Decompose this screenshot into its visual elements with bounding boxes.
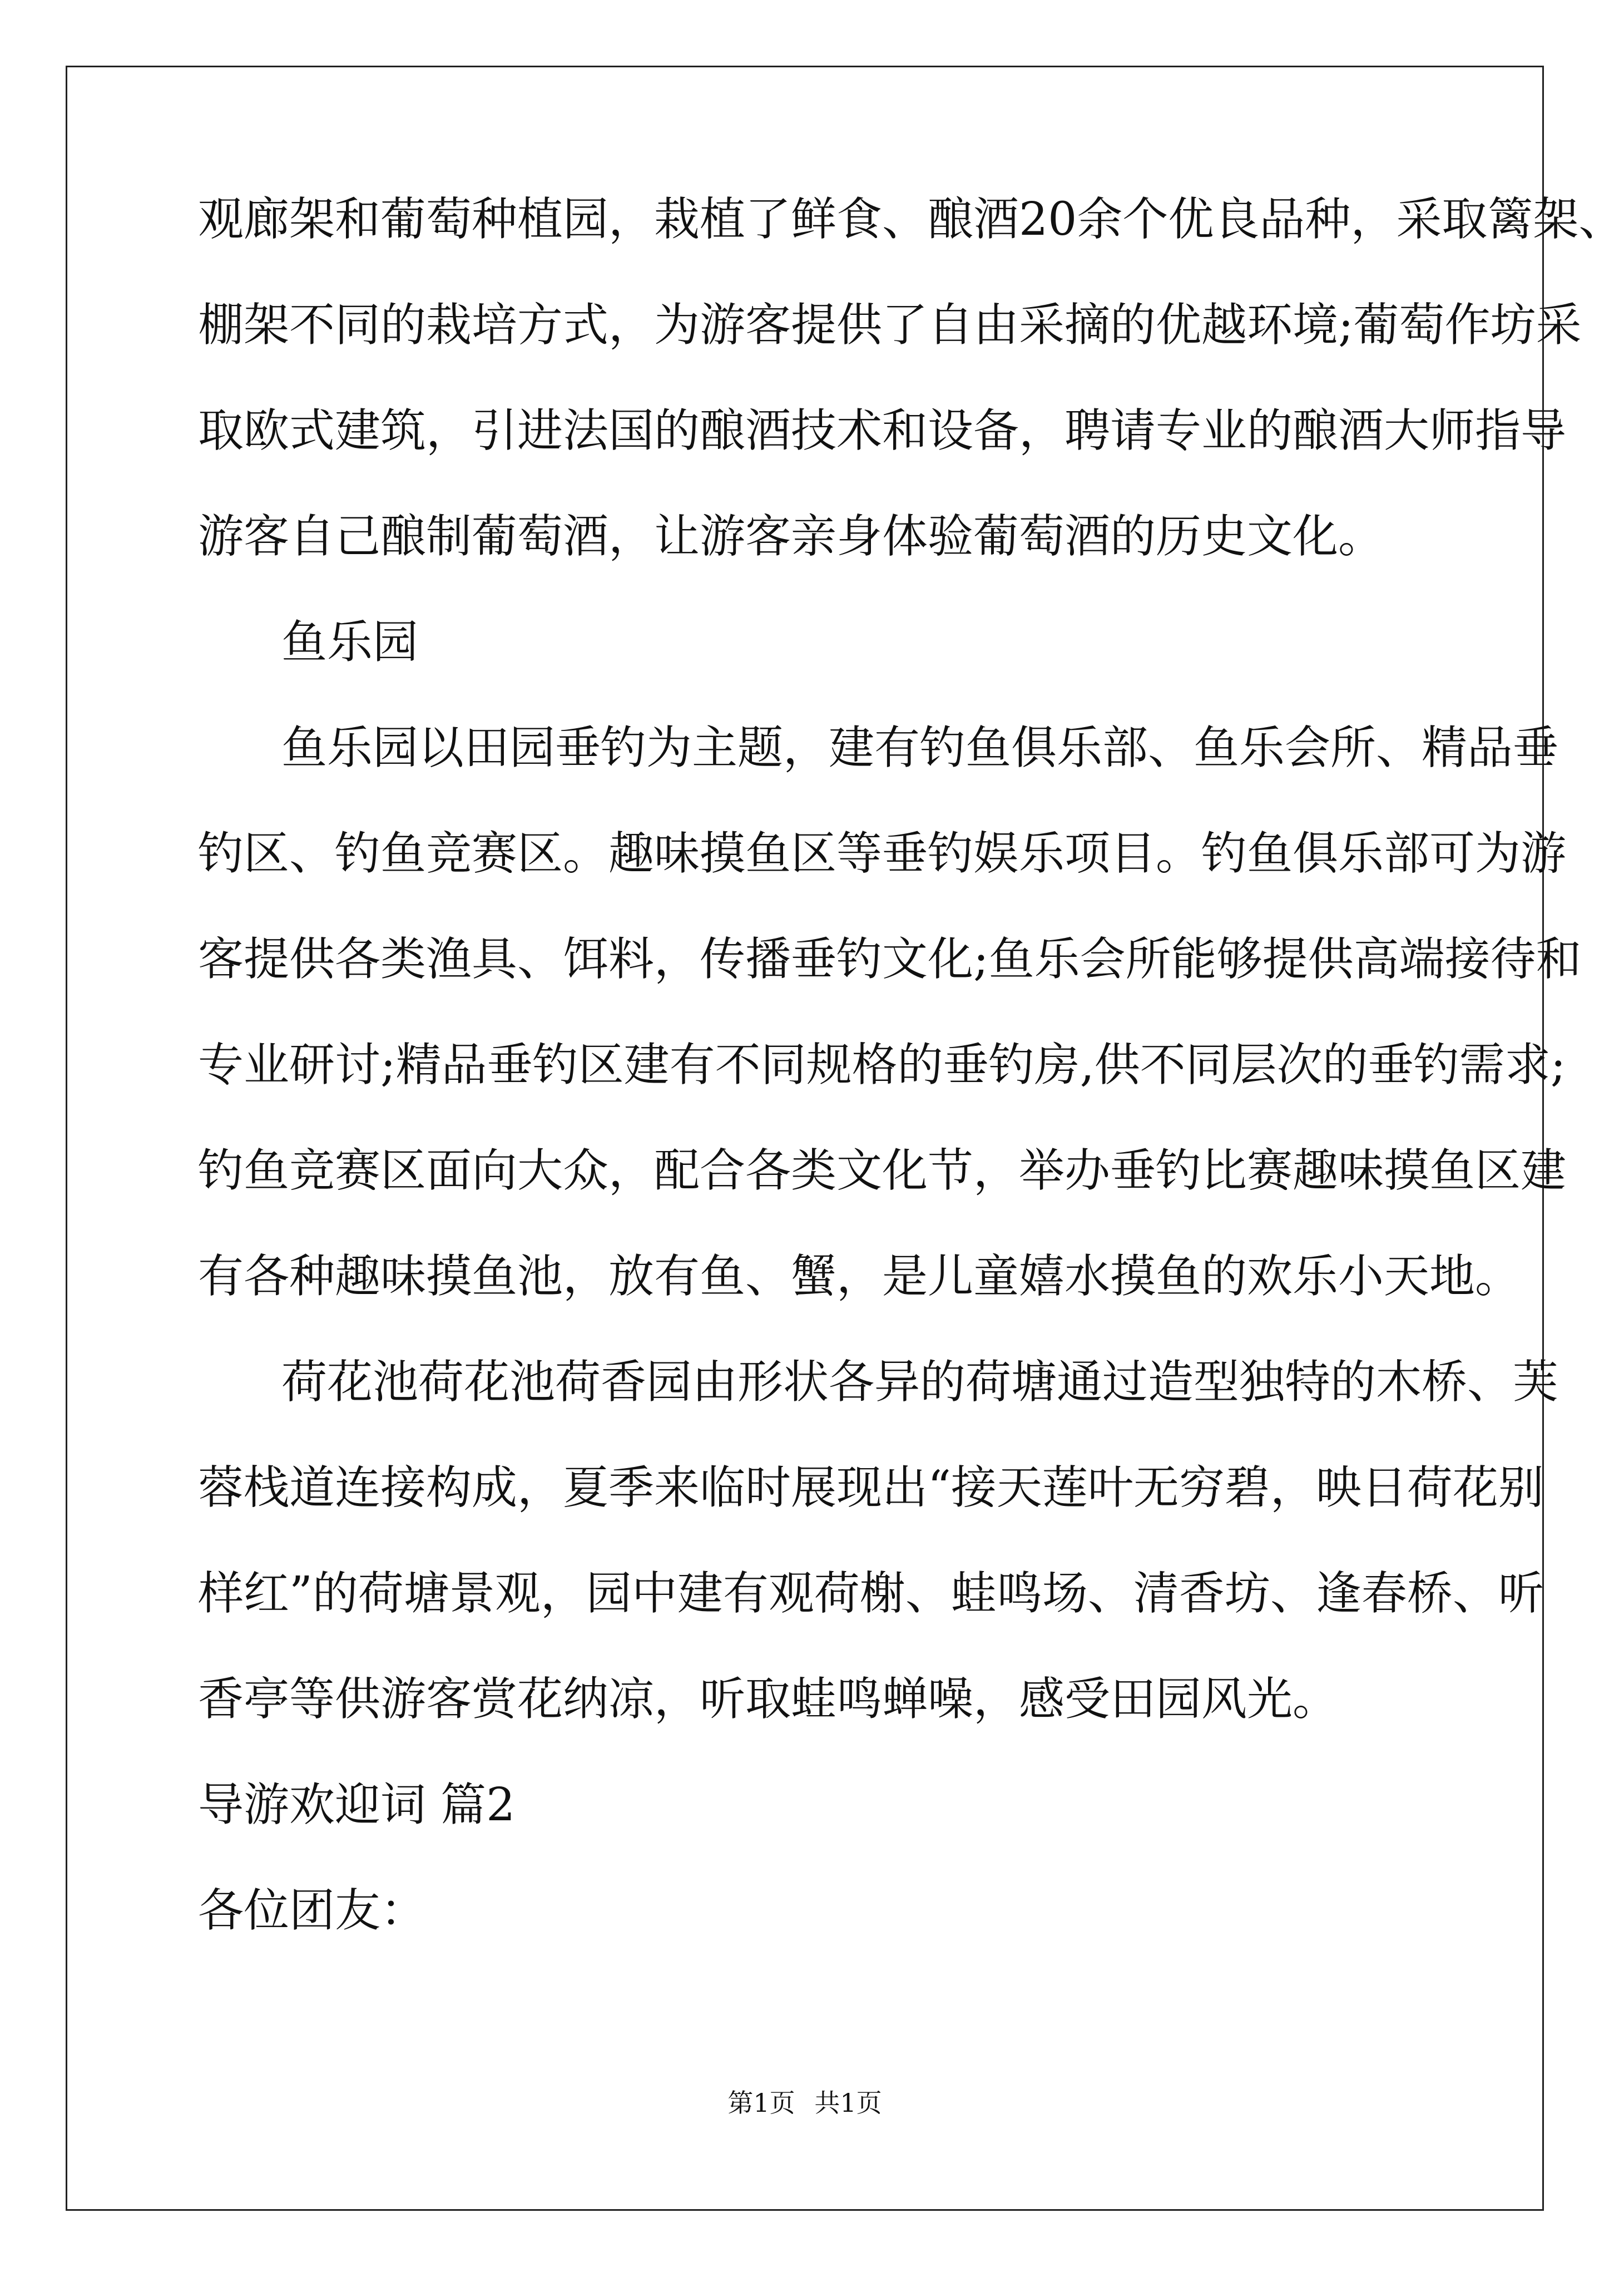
salutation: 各位团友： xyxy=(198,1884,427,1937)
paragraph-line: 游客自己酿制葡萄酒，让游客亲身体验葡萄酒的历史文化。 xyxy=(198,510,1384,563)
paragraph-line: 棚架不同的栽培方式，为游客提供了自由采摘的优越环境;葡萄作坊采 xyxy=(198,299,1582,352)
paragraph-line: 客提供各类渔具、饵料，传播垂钓文化;鱼乐会所能够提供高端接待和 xyxy=(198,933,1582,986)
paragraph-line: 观廊架和葡萄种植园，栽植了鲜食、酿酒20余个优良品种，采取篱架、 xyxy=(198,193,1624,246)
paragraph-line: 钓鱼竞赛区面向大众，配合各类文化节，举办垂钓比赛趣味摸鱼区建 xyxy=(198,1144,1567,1197)
paragraph-line: 蓉栈道连接构成，夏季来临时展现出“接天莲叶无穷碧，映日荷花别 xyxy=(198,1461,1544,1514)
paragraph-line: 荷花池荷花池荷香园由形状各异的荷塘通过造型独特的木桥、芙 xyxy=(281,1356,1559,1409)
paragraph-line: 鱼乐园以田园垂钓为主题，建有钓鱼俱乐部、鱼乐会所、精品垂 xyxy=(281,722,1559,774)
page-number-current: 第1页 xyxy=(727,2088,795,2118)
paragraph-line: 香亭等供游客赏花纳凉，听取蛙鸣蝉噪，感受田园风光。 xyxy=(198,1673,1339,1726)
page-number-total: 共1页 xyxy=(814,2088,882,2118)
paragraph-line: 样红”的荷塘景观，园中建有观荷榭、蛙鸣场、清香坊、逢春桥、听 xyxy=(198,1567,1544,1620)
paragraph-line: 钓区、钓鱼竞赛区。趣味摸鱼区等垂钓娱乐项目。钓鱼俱乐部可为游 xyxy=(198,827,1567,880)
paragraph-line: 有各种趣味摸鱼池，放有鱼、蟹，是儿童嬉水摸鱼的欢乐小天地。 xyxy=(198,1250,1521,1303)
document-body xyxy=(198,192,1624,1989)
section-heading: 鱼乐园 xyxy=(281,616,419,669)
page-footer xyxy=(0,2086,1610,2120)
article-title: 导游欢迎词 篇2 xyxy=(198,1779,516,1831)
paragraph-line: 取欧式建筑，引进法国的酿酒技术和设备，聘请专业的酿酒大师指导 xyxy=(198,404,1567,457)
paragraph-line: 专业研讨;精品垂钓区建有不同规格的垂钓房,供不同层次的垂钓需求; xyxy=(198,1039,1566,1091)
